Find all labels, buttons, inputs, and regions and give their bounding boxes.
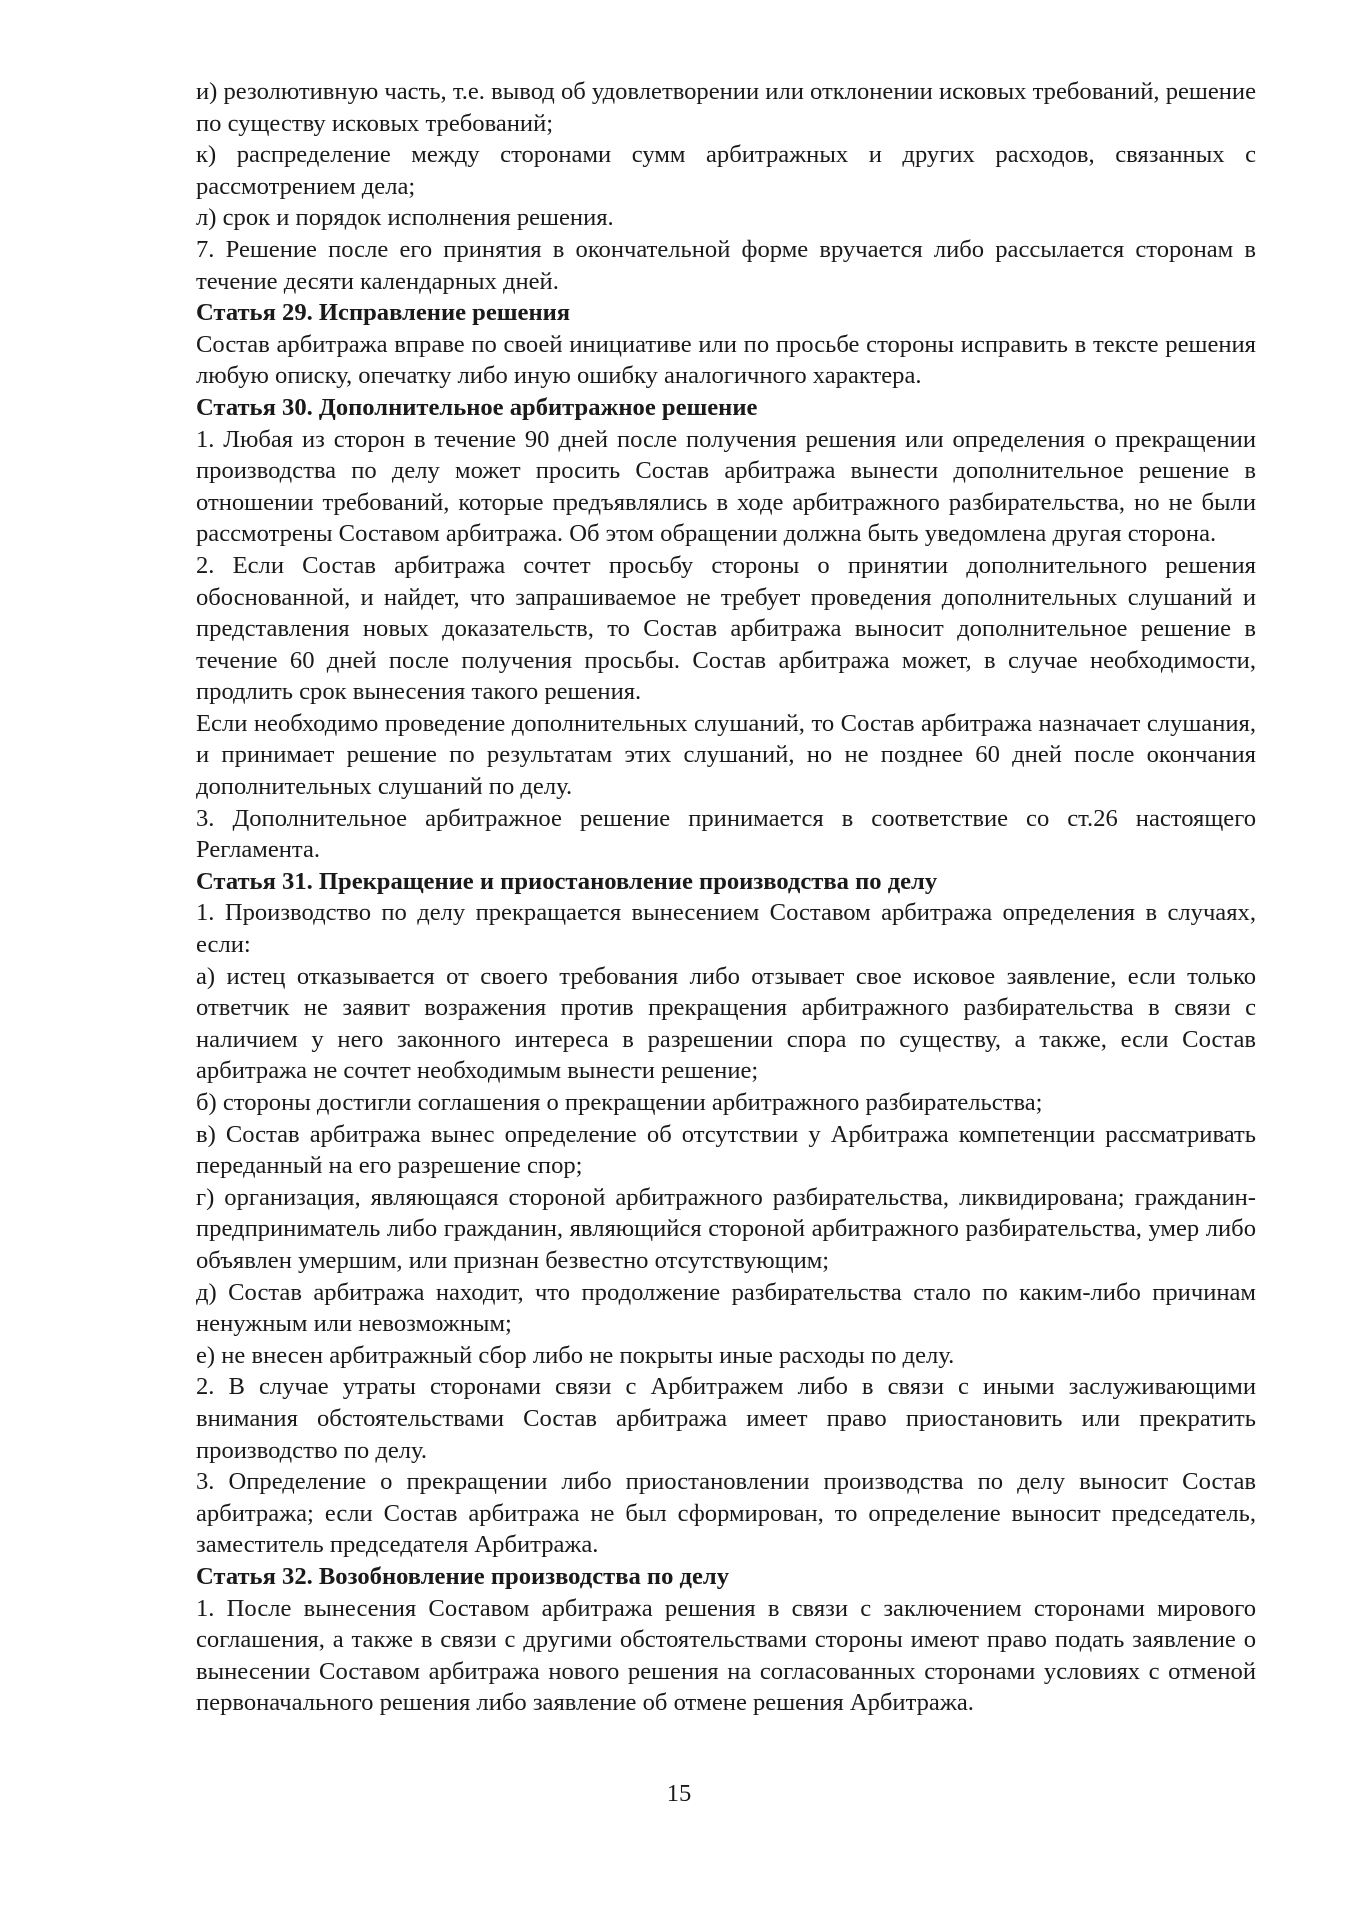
paragraph: 3. Определение о прекращении либо приостановлении производства по делу выносит Состав арбитража; если Состав арбитража не был сформирован, то определение выносит председатель, заместитель председателя Арбитража. — [196, 1468, 1256, 1559]
paragraph: б) стороны достигли соглашения о прекращении арбитражного разбирательства; — [196, 1089, 1043, 1116]
paragraph: Если необходимо проведение дополнительных слушаний, то Состав арбитража назначает слушания, и принимает решение по результатам этих слушаний, но не позднее 60 дней после окончания дополнительных слушаний по делу. — [196, 709, 1256, 801]
document-page — [196, 76, 1256, 1719]
page-number: 15 — [666, 1780, 692, 1807]
paragraph: е) не внесен арбитражный сбор либо не покрыты иные расходы по делу. — [196, 1341, 955, 1369]
paragraph: в) Состав арбитража вынес определение об отсутствии у Арбитража компетенции рассматривать переданный на его разрешение спор; — [196, 1120, 1256, 1180]
paragraph: г) организация, являющаяся стороной арбитражного разбирательства, ликвидирована; гражданин-предприниматель либо гражданин, являющийся стороной арбитражного разбирательства, умер либо объявлен умершим, или признан безвестно отсутствующим; — [196, 1183, 1256, 1274]
article-heading: Статья 31. Прекращение и приостановление производства по делу — [196, 867, 938, 895]
paragraph: д) Состав арбитража находит, что продолжение разбирательства стало по каким-либо причинам ненужным или невозможным; — [196, 1278, 1256, 1338]
paragraph: 2. В случае утраты сторонами связи с Арбитражем либо в связи с иными заслуживающими внимания обстоятельствами Состав арбитража имеет право приостановить или прекратить производство по делу. — [196, 1373, 1256, 1464]
paragraph: 1. После вынесения Составом арбитража решения в связи с заключением сторонами мирового соглашения, а также в связи с другими обстоятельствами стороны имеют право подать заявление о вынесении Составом арбитража нового решения на согласованных сторонами условиях с отменой первоначального решения либо заявление об отмене решения Арбитража. — [196, 1594, 1256, 1717]
paragraph: а) истец отказывается от своего требования либо отзывает свое исковое заявление, если только ответчик не заявит возражения против прекращения арбитражного разбирательства в связи с наличием у него законного интереса в разрешении спора по существу, а также, если Состав арбитража не сочтет необходимым вынести решение; — [196, 962, 1256, 1085]
article-heading: Статья 29. Исправление решения — [196, 299, 571, 327]
paragraph: л) срок и порядок исполнения решения. — [196, 204, 614, 232]
paragraph: к) распределение между сторонами сумм арбитражных и других расходов, связанных с рассмотрением дела; — [196, 141, 1256, 200]
paragraph: Состав арбитража вправе по своей инициативе или по просьбе стороны исправить в тексте решения любую описку, опечатку либо иную ошибку аналогичного характера. — [196, 330, 1256, 390]
paragraph: 2. Если Состав арбитража сочтет просьбу стороны о принятии дополнительного решения обоснованной, и найдет, что запрашиваемое не требует проведения дополнительных слушаний и представления новых доказательств, то Состав арбитража выносит дополнительное решение в течение 60 дней после получения просьбы. Состав арбитража может, в случае необходимости, продлить срок вынесения такого решения. — [196, 551, 1256, 706]
paragraph: и) резолютивную часть, т.е. вывод об удовлетворении или отклонении исковых требований, решение по существу исковых требований; — [196, 78, 1256, 137]
paragraph: 7. Решение после его принятия в окончательной форме вручается либо рассылается сторонам в течение десяти календарных дней. — [196, 235, 1256, 295]
paragraph: 1. Производство по делу прекращается вынесением Составом арбитража определения в случаях, если: — [196, 899, 1256, 959]
article-heading: Статья 32. Возобновление производства по делу — [196, 1562, 730, 1590]
paragraph: 1. Любая из сторон в течение 90 дней после получения решения или определения о прекращении производства по делу может просить Состав арбитража вынести дополнительное решение в отношении требований, которые предъявлялись в ходе арбитражного разбирательства, но не были рассмотрены Составом арбитража. Об этом обращении должна быть уведомлена другая сторона. — [196, 425, 1256, 548]
paragraph: 3. Дополнительное арбитражное решение принимается в соответствие со ст.26 настоящего Регламента. — [196, 804, 1256, 864]
article-heading: Статья 30. Дополнительное арбитражное решение — [196, 393, 758, 421]
